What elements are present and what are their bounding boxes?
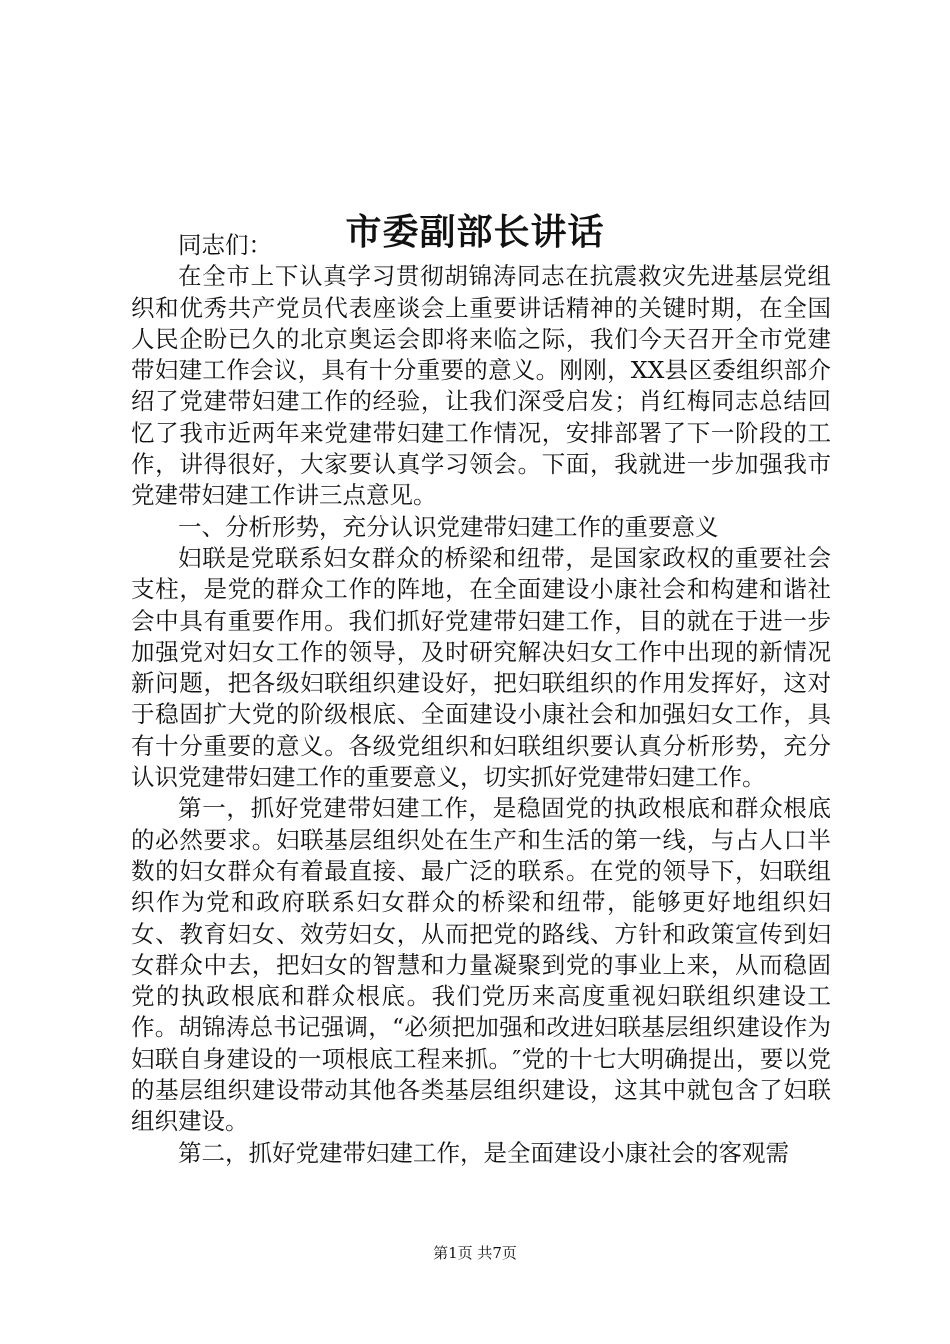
page-number: 第1页 共7页 <box>433 1244 517 1262</box>
salutation: 同志们： <box>178 231 272 259</box>
page-title: 市委副部长讲话 <box>345 211 605 254</box>
paragraph: 妇联是党联系妇女群众的桥梁和纽带，是国家政权的重要社会支柱，是党的群众工作的阵地，在全面建设小康社会和构建和谐社会中具有重要作用。我们抓好党建带妇建工作，目的就在于进一步加强党对妇女工作的领导，及时研究解决妇女工作中出现的新情况新问题，把各级妇联组织建设好，把妇联组织的作用发挥好，这对于稳固扩大党的阶级根底、全面建设小康社会和加强妇女工作，具有十分重要的意义。各级党组织和妇联组织要认真分析形势，充分认识党建带妇建工作的重要意义，切实抓好党建带妇建工作。 <box>131 543 831 792</box>
paragraph: 第二，抓好党建带妇建工作，是全面建设小康社会的客观需 <box>178 1138 789 1167</box>
paragraph: 第一，抓好党建带妇建工作，是稳固党的执政根底和群众根底的必然要求。妇联基层组织处在生产和生活的第一线，与占人口半数的妇女群众有着最直接、最广泛的联系。在党的领导下，妇联组织作为党和政府联系妇女群众的桥梁和纽带，能够更好地组织妇女、教育妇女、效劳妇女，从而把党的路线、方针和政策宣传到妇女群众中去，把妇女的智慧和力量凝聚到党的事业上来，从而稳固党的执政根底和群众根底。我们党历来高度重视妇联组织建设工作。胡锦涛总书记强调，“必须把加强和改进妇联基层组织建设作为妇联自身建设的一项根底工程来抓。″党的十七大明确提出，要以党的基层组织建设带动其他各类基层组织建设，这其中就包含了妇联组织建设。 <box>131 794 831 1136</box>
document-body <box>131 230 831 1169</box>
paragraph: 在全市上下认真学习贯彻胡锦涛同志在抗震救灾先进基层党组织和优秀共产党员代表座谈会上重要讲话精神的关键时期，在全国人民企盼已久的北京奥运会即将来临之际，我们今天召开全市党建带妇建工作会议，具有十分重要的意义。刚刚，XX县区委组织部介绍了党建带妇建工作的经验，让我们深受启发；肖红梅同志总结回忆了我市近两年来党建带妇建工作情况，安排部署了下一阶段的工作，讲得很好，大家要认真学习领会。下面，我就进一步加强我市党建带妇建工作讲三点意见。 <box>131 262 831 510</box>
section-heading: 一、分析形势，充分认识党建带妇建工作的重要意义 <box>178 512 719 541</box>
